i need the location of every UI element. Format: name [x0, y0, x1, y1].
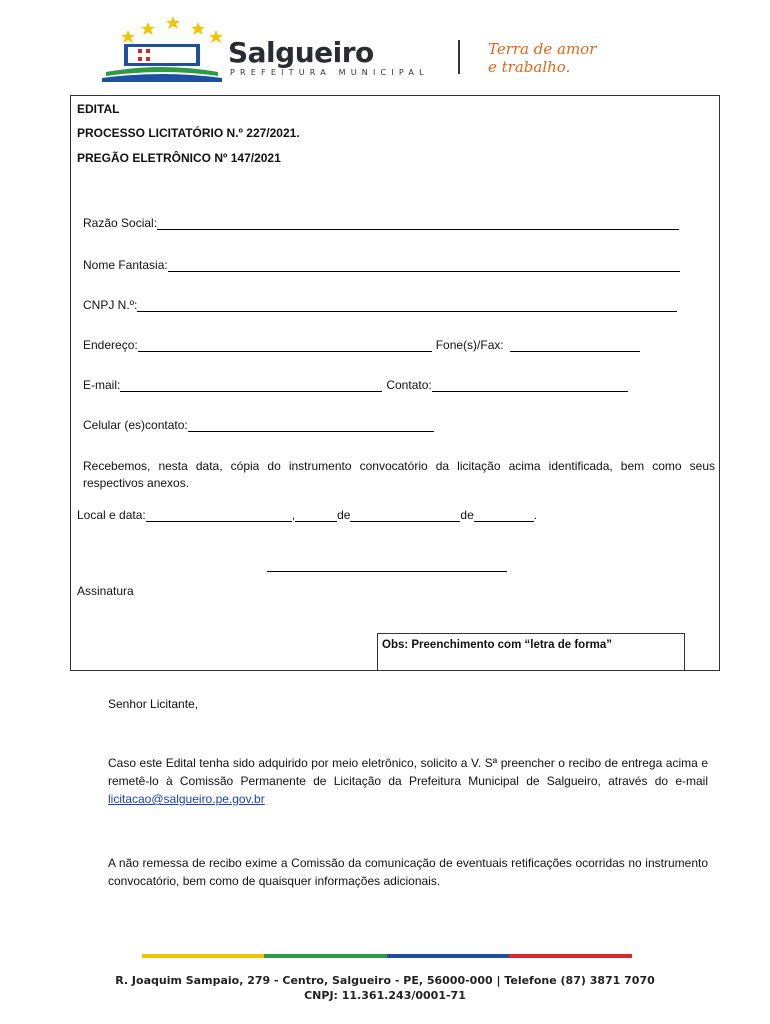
instructions-paragraph — [108, 754, 708, 808]
email-link[interactable]: licitacao@salgueiro.pe.gov.br — [108, 792, 265, 806]
celular-field[interactable] — [188, 419, 434, 432]
contato-field[interactable] — [432, 379, 628, 392]
celular-row — [83, 418, 434, 432]
email-field[interactable] — [120, 379, 382, 392]
form-title: EDITAL — [77, 102, 120, 116]
notice-paragraph: A não remessa de recibo exime a Comissão da comunicação de eventuais retificações ocorridas no instrumento convocatório, bem como de quaisquer informações adicionais. — [108, 856, 708, 888]
de-label-2: de — [460, 508, 474, 522]
cnpj-label: CNPJ N.º: — [83, 298, 138, 312]
slogan-line-1: Terra de amor — [488, 40, 597, 58]
cnpj-row — [83, 298, 677, 312]
receipt-statement: Recebemos, nesta data, cópia do instrumento convocatório da licitação acima identificada, bem como seus respectivos anexos. — [83, 459, 715, 490]
local-data-row — [77, 508, 537, 522]
city-seal-icon — [102, 40, 222, 82]
email-row — [83, 378, 628, 392]
cnpj-field[interactable] — [137, 299, 677, 312]
fone-fax-field[interactable] — [510, 339, 640, 352]
obs-note: Obs: Preenchimento com “letra de forma” — [382, 639, 613, 651]
footer-cnpj: CNPJ: 11.361.243/0001-71 — [304, 989, 466, 1002]
email-label: E-mail: — [83, 378, 121, 392]
local-data-label: Local e data: — [77, 508, 146, 522]
slogan-line-2: e trabalho. — [488, 58, 571, 76]
razao-social-row — [83, 216, 679, 230]
instructions-text: Caso este Edital tenha sido adquirido por meio eletrônico, solicito a V. Sª preencher o recibo de entrega acima e remetê-lo à Comissão Permanente de Licitação da Prefeitura Municipal de Salgueiro, através do e-mail — [108, 756, 708, 788]
receipt-form — [70, 95, 720, 671]
nome-fantasia-label: Nome Fantasia: — [83, 258, 168, 272]
month-field[interactable] — [350, 509, 460, 522]
pregao-number: PREGÃO ELETRÔNICO Nº 147/2021 — [77, 151, 281, 165]
fone-fax-label: Fone(s)/Fax: — [435, 338, 504, 352]
razao-social-field[interactable] — [157, 217, 679, 230]
day-field[interactable] — [295, 509, 337, 522]
header-divider — [458, 40, 460, 74]
celular-label: Celular (es)contato: — [83, 418, 188, 432]
nome-fantasia-row — [83, 258, 680, 272]
brand-subtitle: PREFEITURA MUNICIPAL — [230, 68, 429, 77]
slogan — [488, 40, 698, 76]
obs-box — [377, 633, 685, 671]
brand-name: Salgueiro — [228, 36, 374, 69]
period: . — [533, 508, 538, 522]
greeting: Senhor Licitante, — [108, 697, 199, 711]
razao-social-label: Razão Social: — [83, 216, 158, 230]
year-field[interactable] — [474, 509, 534, 522]
nome-fantasia-field[interactable] — [168, 259, 680, 272]
process-number: PROCESSO LICITATÓRIO N.º 227/2021. — [77, 126, 300, 140]
signature-label: Assinatura — [77, 584, 134, 598]
footer-color-bar — [142, 954, 632, 958]
endereco-row — [83, 338, 640, 352]
letterhead — [0, 0, 770, 90]
local-field[interactable] — [146, 509, 292, 522]
comma: , — [291, 508, 296, 522]
signature-line[interactable] — [267, 571, 507, 572]
endereco-label: Endereço: — [83, 338, 138, 352]
de-label-1: de — [337, 508, 351, 522]
contato-label: Contato: — [386, 378, 432, 392]
endereco-field[interactable] — [138, 339, 432, 352]
footer-address: R. Joaquim Sampaio, 279 - Centro, Salgueiro - PE, 56000-000 | Telefone (87) 3871 7070 — [115, 974, 655, 987]
